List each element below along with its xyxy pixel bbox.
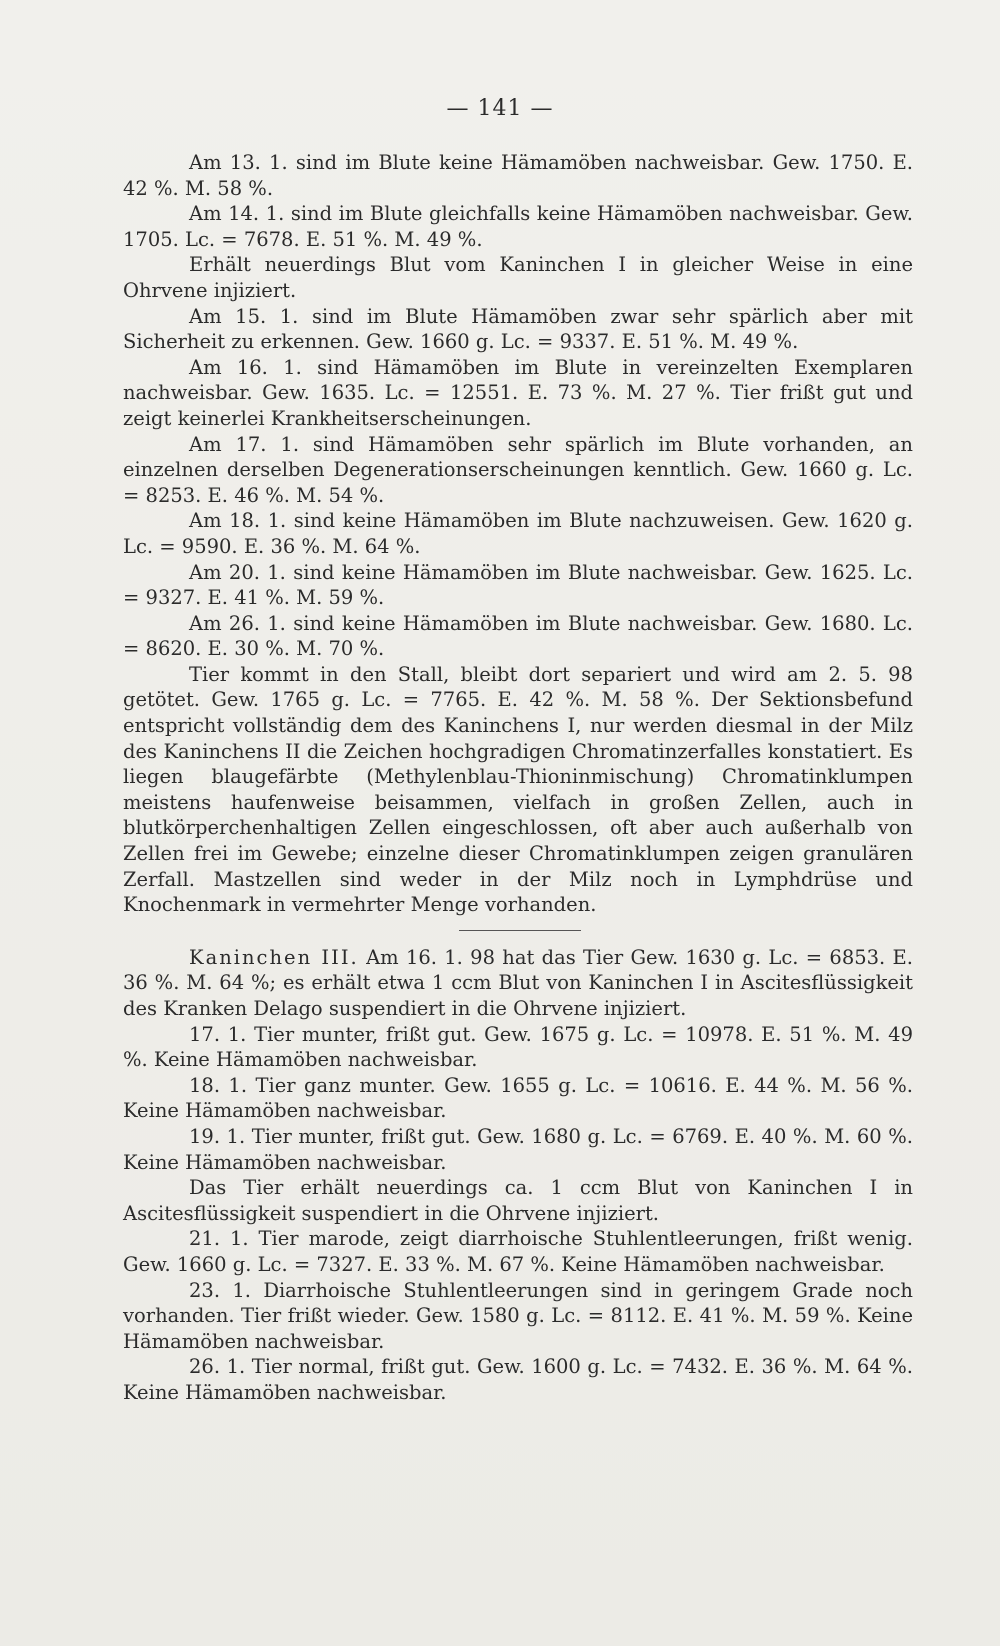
paragraph: Am 13. 1. sind im Blute keine Hämamöben nachweisbar. Gew. 1750. E. 42 %. M. 58 %. xyxy=(123,151,913,200)
paragraph: Am 17. 1. sind Hämamöben sehr spärlich im Blute vorhanden, an einzelnen derselben Degenerationserscheinungen kenntlich. Gew. 1660 g. Lc. = 8253. E. 46 %. M. 54 %. xyxy=(123,432,913,507)
paragraph: Am 16. 1. sind Hämamöben im Blute in vereinzelten Exemplaren nachweisbar. Gew. 1635. Lc. = 12551. E. 73 %. M. 27 %. Tier frißt gut und zeigt keinerlei Krankheitserscheinungen. xyxy=(123,355,913,430)
paragraph: Am 14. 1. sind im Blute gleichfalls keine Hämamöben nachweisbar. Gew. 1705. Lc. = 7678. E. 51 %. M. 49 %. xyxy=(123,202,913,251)
paragraph: Tier kommt in den Stall, bleibt dort separiert und wird am 2. 5. 98 getötet. Gew. 1765 g. Lc. = 7765. E. 42 %. M. 58 %. Der Sektionsbefund entspricht vollständig dem des Kaninchens I, nur werden diesmal in der Milz des Kaninchens II die Zeichen hochgradigen Chromatinzerfalles konstatiert. Es liegen blaugefärbte (Methylenblau-Thioninmischung) Chromatinklumpen meistens haufenweise beisammen, vielfach in großen Zellen, auch in blutkörperchenhaltigen Zellen eingeschlossen, oft aber auch außerhalb von Zellen frei im Gewebe; einzelne dieser Chromatinklumpen zeigen granulären Zerfall. Mastzellen sind weder in der Milz noch in Lymphdrüse und Knochenmark in vermehrter Menge vorhanden. xyxy=(123,662,913,917)
paragraph: Am 15. 1. sind im Blute Hämamöben zwar sehr spärlich aber mit Sicherheit zu erkennen. Gew. 1660 g. Lc. = 9337. E. 51 %. M. 49 %. xyxy=(123,304,913,354)
paragraph: Erhält neuerdings Blut vom Kaninchen I in gleicher Weise in eine Ohrvene injiziert. xyxy=(123,253,913,302)
paragraph: Das Tier erhält neuerdings ca. 1 ccm Blut von Kaninchen I in Ascitesflüssigkeit suspendiert in die Ohrvene injiziert. xyxy=(123,1176,913,1225)
section-divider xyxy=(459,930,581,931)
paragraph: 19. 1. Tier munter, frißt gut. Gew. 1680 g. Lc. = 6769. E. 40 %. M. 60 %. Keine Hämamöben nachweisbar. xyxy=(123,1124,913,1174)
paragraph: 18. 1. Tier ganz munter. Gew. 1655 g. Lc. = 10616. E. 44 %. M. 56 %. Keine Hämamöben nachweisbar. xyxy=(123,1073,913,1123)
paragraph: Am 18. 1. sind keine Hämamöben im Blute nachzuweisen. Gew. 1620 g. Lc. = 9590. E. 36 %. M. 64 %. xyxy=(123,509,913,558)
paragraph-kaninchen-iii xyxy=(123,945,913,1022)
body-text xyxy=(123,150,913,1406)
paragraph-text: Am 16. 1. 98 hat das Tier Gew. 1630 g. Lc. = 6853. E. 36 %. M. 64 %; es erhält etwa 1 ccm Blut von Kaninchen I in Ascitesflüssigkeit des Kranken Delago suspendiert in die Ohrvene injiziert. xyxy=(123,945,913,1020)
paragraph: 26. 1. Tier normal, frißt gut. Gew. 1600 g. Lc. = 7432. E. 36 %. M. 64 %. Keine Hämamöben nachweisbar. xyxy=(123,1355,913,1404)
paragraph: 23. 1. Diarrhoische Stuhlentleerungen sind in geringem Grade noch vorhanden. Tier frißt wieder. Gew. 1580 g. Lc. = 8112. E. 41 %. M. 59 %. Keine Hämamöben nachweisbar. xyxy=(123,1278,913,1353)
section-heading: Kaninchen III. xyxy=(189,945,359,969)
page-number: — 141 — xyxy=(446,96,554,121)
paragraph: 21. 1. Tier marode, zeigt diarrhoische Stuhlentleerungen, frißt wenig. Gew. 1660 g. Lc. = 7327. E. 33 %. M. 67 %. Keine Hämamöben nachweisbar. xyxy=(123,1227,913,1276)
paragraph: Am 20. 1. sind keine Hämamöben im Blute nachweisbar. Gew. 1625. Lc. = 9327. E. 41 %. M. 59 %. xyxy=(123,560,913,610)
paragraph: Am 26. 1. sind keine Hämamöben im Blute nachweisbar. Gew. 1680. Lc. = 8620. E. 30 %. M. 70 %. xyxy=(123,611,913,661)
paragraph: 17. 1. Tier munter, frißt gut. Gew. 1675 g. Lc. = 10978. E. 51 %. M. 49 %. Keine Hämamöben nachweisbar. xyxy=(123,1022,913,1072)
